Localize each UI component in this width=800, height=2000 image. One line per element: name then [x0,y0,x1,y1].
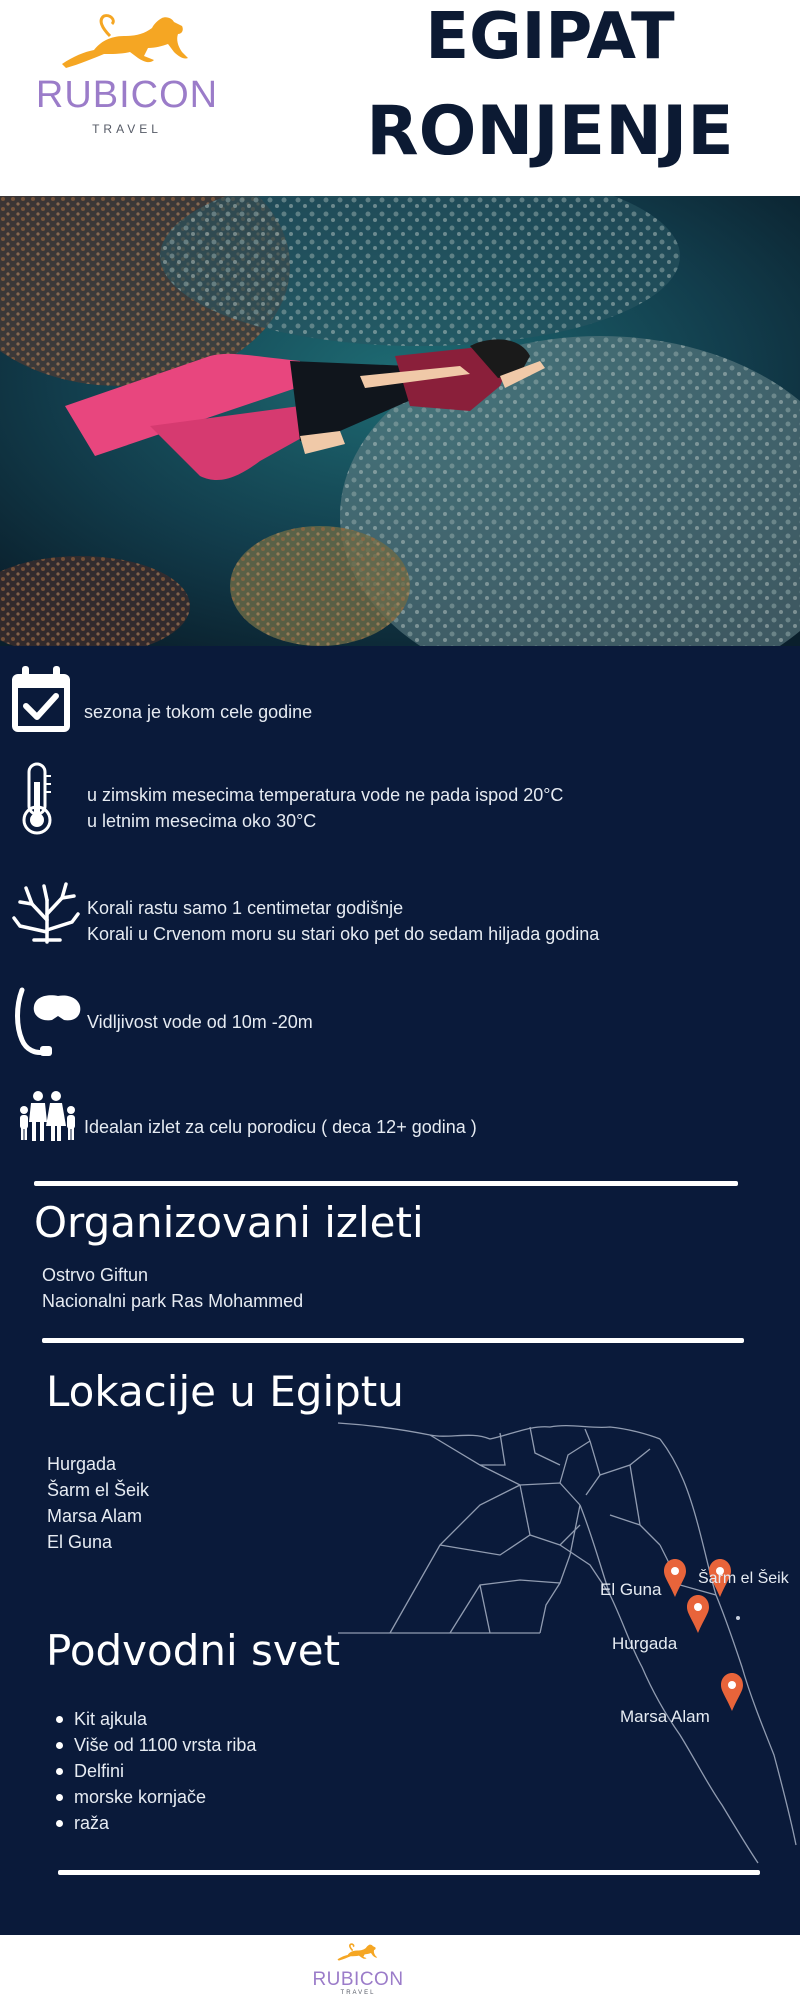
excursions-heading: Organizovani izleti [34,1198,424,1247]
map-label-marsa-alam: Marsa Alam [620,1707,710,1726]
list-item: Kit ajkula [52,1706,256,1732]
footer [0,1935,800,2000]
feature-visibility-text: Vidljivost vode od 10m -20m [87,1012,313,1032]
list-item: Marsa Alam [47,1506,143,1526]
list-item: Šarm el Šeik [47,1480,150,1500]
family-icon [16,1088,78,1142]
map-label-sharm: Šarm el Šeik [698,1570,789,1587]
header [0,0,800,196]
map-pin-icon [664,1559,686,1597]
hero-diver-image [0,196,800,646]
egypt-map [330,1405,800,1865]
locations-heading: Lokacije u Egiptu [46,1367,404,1416]
map-label-el-guna: El Guna [600,1580,662,1599]
footer-logo[interactable] [0,1935,800,2000]
divider [58,1870,760,1875]
rubicon-logo[interactable] [32,12,222,147]
horse-logo-icon [32,12,222,82]
map-label-hurgada: Hurgada [612,1634,678,1653]
list-item: El Guna [47,1532,113,1552]
divider [42,1338,744,1343]
footer-tagline: TRAVEL [340,1990,376,1996]
excursions-list [42,1262,303,1314]
logo-brand-name: RUBICON [35,74,219,116]
underwater-list [52,1706,256,1836]
list-item: Više od 1100 vrsta riba [52,1732,256,1758]
snorkel-mask-icon [12,986,82,1058]
feature-temperature-text: u zimskim mesecima temperatura vode ne pada ispod 20°C u letnim mesecima oko 30°C [87,785,564,831]
horse-logo-icon [328,1941,388,1967]
list-item: Hurgada [47,1454,117,1474]
thermometer-icon [18,762,56,836]
page-title-line-2: RONJENJE [366,92,734,171]
list-item: Delfini [52,1758,256,1784]
footer-brand-name: RUBICON [312,1969,404,1990]
map-pin-icon [721,1673,743,1711]
list-item: Ostrvo Giftun [42,1265,149,1285]
divider [34,1181,738,1186]
calendar-check-icon [10,666,74,736]
feature-family-text: Idealan izlet za celu porodicu ( deca 12+ godina ) [84,1117,477,1137]
map-pin-icon [687,1595,709,1633]
underwater-heading: Podvodni svet [46,1626,341,1675]
list-item: morske kornjače [52,1784,256,1810]
list-item: raža [52,1810,256,1836]
locations-list [47,1451,149,1555]
coral-icon [12,880,82,946]
feature-season-text: sezona je tokom cele godine [84,702,313,722]
list-item: Nacionalni park Ras Mohammed [42,1291,304,1311]
feature-corals-text: Korali rastu samo 1 centimetar godišnje Korali u Crvenom moru su stari oko pet do sedam hiljada godina [87,898,600,944]
logo-tagline: TRAVEL [92,122,162,136]
page-title-line-1: EGIPAT [425,0,675,74]
